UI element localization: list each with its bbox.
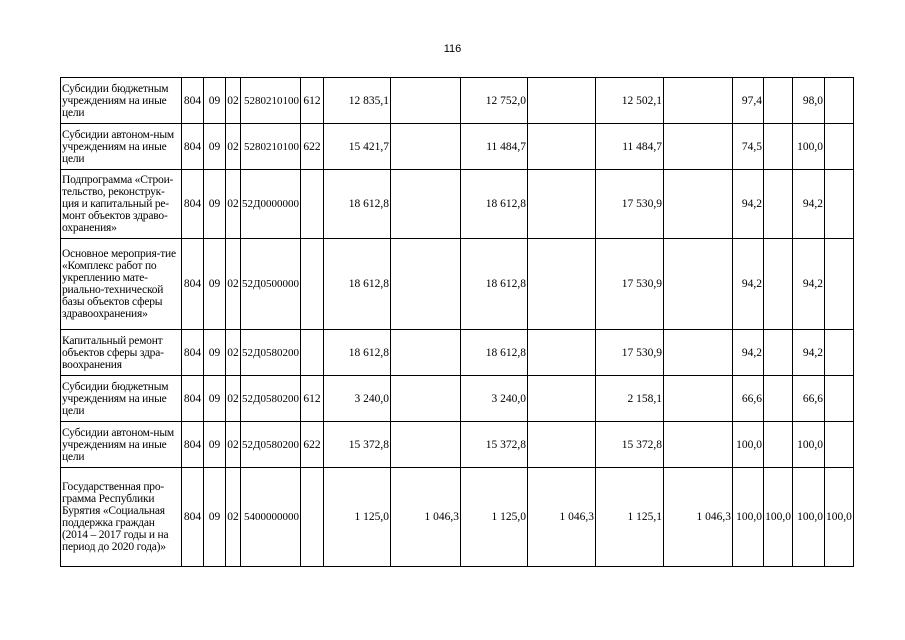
value-6-cell	[664, 376, 733, 422]
value-5-cell: 17 530,9	[596, 170, 664, 239]
ministry-code-cell: 804	[182, 124, 204, 170]
expense-type-cell	[301, 468, 324, 567]
ministry-code-cell: 804	[182, 376, 204, 422]
percent-1-cell: 94,2	[733, 170, 764, 239]
subsection-code-cell: 02	[226, 78, 241, 124]
value-6-cell	[664, 78, 733, 124]
percent-4-cell	[825, 330, 854, 376]
value-1-cell: 18 612,8	[324, 170, 391, 239]
subsection-code-cell: 02	[226, 124, 241, 170]
percent-3-cell: 98,0	[793, 78, 825, 124]
table-row	[61, 330, 854, 376]
value-5-cell: 12 502,1	[596, 78, 664, 124]
value-6-cell	[664, 170, 733, 239]
percent-3-cell: 100,0	[793, 468, 825, 567]
ministry-code-cell: 804	[182, 78, 204, 124]
expense-type-cell	[301, 170, 324, 239]
percent-4-cell	[825, 124, 854, 170]
row-name-cell: Субсидии автоном-ным учреждениям на иные цели	[61, 124, 182, 170]
percent-2-cell	[764, 170, 793, 239]
value-5-cell: 11 484,7	[596, 124, 664, 170]
target-article-cell: 52Д0580200	[241, 422, 301, 468]
subsection-code-cell: 02	[226, 170, 241, 239]
section-code-cell: 09	[204, 124, 226, 170]
value-3-cell: 12 752,0	[461, 78, 528, 124]
value-1-cell: 18 612,8	[324, 330, 391, 376]
percent-4-cell	[825, 170, 854, 239]
table-body	[61, 78, 854, 567]
section-code-cell: 09	[204, 376, 226, 422]
value-2-cell	[391, 124, 461, 170]
row-name-cell: Субсидии автоном-ным учреждениям на иные цели	[61, 422, 182, 468]
table-row	[61, 376, 854, 422]
ministry-code-cell: 804	[182, 330, 204, 376]
section-code-cell: 09	[204, 468, 226, 567]
percent-1-cell: 94,2	[733, 239, 764, 330]
value-1-cell: 3 240,0	[324, 376, 391, 422]
percent-3-cell: 94,2	[793, 170, 825, 239]
percent-2-cell	[764, 330, 793, 376]
value-2-cell	[391, 376, 461, 422]
row-name-cell: Субсидии бюджетным учреждениям на иные цели	[61, 78, 182, 124]
page-number: 116	[443, 43, 462, 55]
subsection-code-cell: 02	[226, 468, 241, 567]
value-2-cell	[391, 170, 461, 239]
expense-type-cell: 622	[301, 422, 324, 468]
row-name-cell: Подпрограмма «Строи-тельство, реконструк-ция и капитальный ре-монт объектов здраво-охранения»	[61, 170, 182, 239]
value-1-cell: 12 835,1	[324, 78, 391, 124]
section-code-cell: 09	[204, 239, 226, 330]
percent-2-cell	[764, 124, 793, 170]
subsection-code-cell: 02	[226, 239, 241, 330]
percent-1-cell: 100,0	[733, 468, 764, 567]
table-row	[61, 170, 854, 239]
percent-4-cell: 100,0	[825, 468, 854, 567]
section-code-cell: 09	[204, 422, 226, 468]
percent-2-cell	[764, 239, 793, 330]
target-article-cell: 5280210100	[241, 78, 301, 124]
value-4-cell	[528, 330, 596, 376]
percent-1-cell: 94,2	[733, 330, 764, 376]
value-5-cell: 1 125,1	[596, 468, 664, 567]
percent-4-cell	[825, 376, 854, 422]
row-name-cell: Основное мероприя-тие «Комплекс работ по укреплению мате-риально-технической базы объектов сферы здравоохранения»	[61, 239, 182, 330]
percent-2-cell: 100,0	[764, 468, 793, 567]
value-3-cell: 18 612,8	[461, 170, 528, 239]
ministry-code-cell: 804	[182, 170, 204, 239]
value-3-cell: 1 125,0	[461, 468, 528, 567]
subsection-code-cell: 02	[226, 330, 241, 376]
row-name-cell: Субсидии бюджетным учреждениям на иные цели	[61, 376, 182, 422]
section-code-cell: 09	[204, 170, 226, 239]
percent-3-cell: 94,2	[793, 239, 825, 330]
ministry-code-cell: 804	[182, 468, 204, 567]
percent-3-cell: 66,6	[793, 376, 825, 422]
subsection-code-cell: 02	[226, 422, 241, 468]
value-4-cell	[528, 170, 596, 239]
value-1-cell: 15 421,7	[324, 124, 391, 170]
value-5-cell: 2 158,1	[596, 376, 664, 422]
value-4-cell	[528, 422, 596, 468]
value-2-cell	[391, 78, 461, 124]
value-5-cell: 17 530,9	[596, 239, 664, 330]
value-3-cell: 18 612,8	[461, 330, 528, 376]
value-4-cell: 1 046,3	[528, 468, 596, 567]
value-6-cell	[664, 330, 733, 376]
subsection-code-cell: 02	[226, 376, 241, 422]
table-row	[61, 239, 854, 330]
row-name-cell: Государственная про-грамма Республики Бурятия «Социальная поддержка граждан (2014 – 2017 годы и на период до 2020 года)»	[61, 468, 182, 567]
percent-4-cell	[825, 239, 854, 330]
value-6-cell	[664, 239, 733, 330]
section-code-cell: 09	[204, 78, 226, 124]
percent-2-cell	[764, 376, 793, 422]
table-row	[61, 468, 854, 567]
percent-4-cell	[825, 78, 854, 124]
value-3-cell: 11 484,7	[461, 124, 528, 170]
percent-2-cell	[764, 422, 793, 468]
percent-3-cell: 100,0	[793, 124, 825, 170]
value-2-cell	[391, 330, 461, 376]
value-4-cell	[528, 376, 596, 422]
value-5-cell: 17 530,9	[596, 330, 664, 376]
target-article-cell: 52Д0000000	[241, 170, 301, 239]
row-name-cell: Капитальный ремонт объектов сферы здра-воохранения	[61, 330, 182, 376]
expense-type-cell: 622	[301, 124, 324, 170]
expense-type-cell: 612	[301, 78, 324, 124]
percent-4-cell	[825, 422, 854, 468]
table-row	[61, 124, 854, 170]
budget-table	[60, 77, 854, 567]
percent-1-cell: 66,6	[733, 376, 764, 422]
value-6-cell	[664, 422, 733, 468]
value-2-cell	[391, 239, 461, 330]
value-1-cell: 1 125,0	[324, 468, 391, 567]
expense-type-cell	[301, 330, 324, 376]
table-row	[61, 422, 854, 468]
value-2-cell: 1 046,3	[391, 468, 461, 567]
target-article-cell: 52Д0580200	[241, 330, 301, 376]
value-2-cell	[391, 422, 461, 468]
target-article-cell: 5400000000	[241, 468, 301, 567]
section-code-cell: 09	[204, 330, 226, 376]
target-article-cell: 52Д0500000	[241, 239, 301, 330]
ministry-code-cell: 804	[182, 422, 204, 468]
percent-3-cell: 100,0	[793, 422, 825, 468]
expense-type-cell	[301, 239, 324, 330]
percent-1-cell: 97,4	[733, 78, 764, 124]
percent-1-cell: 74,5	[733, 124, 764, 170]
percent-2-cell	[764, 78, 793, 124]
value-3-cell: 18 612,8	[461, 239, 528, 330]
value-4-cell	[528, 239, 596, 330]
target-article-cell: 5280210100	[241, 124, 301, 170]
value-6-cell	[664, 124, 733, 170]
value-1-cell: 15 372,8	[324, 422, 391, 468]
percent-1-cell: 100,0	[733, 422, 764, 468]
value-5-cell: 15 372,8	[596, 422, 664, 468]
value-4-cell	[528, 78, 596, 124]
target-article-cell: 52Д0580200	[241, 376, 301, 422]
percent-3-cell: 94,2	[793, 330, 825, 376]
table-row	[61, 78, 854, 124]
value-1-cell: 18 612,8	[324, 239, 391, 330]
value-3-cell: 15 372,8	[461, 422, 528, 468]
value-6-cell: 1 046,3	[664, 468, 733, 567]
value-3-cell: 3 240,0	[461, 376, 528, 422]
ministry-code-cell: 804	[182, 239, 204, 330]
expense-type-cell: 612	[301, 376, 324, 422]
value-4-cell	[528, 124, 596, 170]
